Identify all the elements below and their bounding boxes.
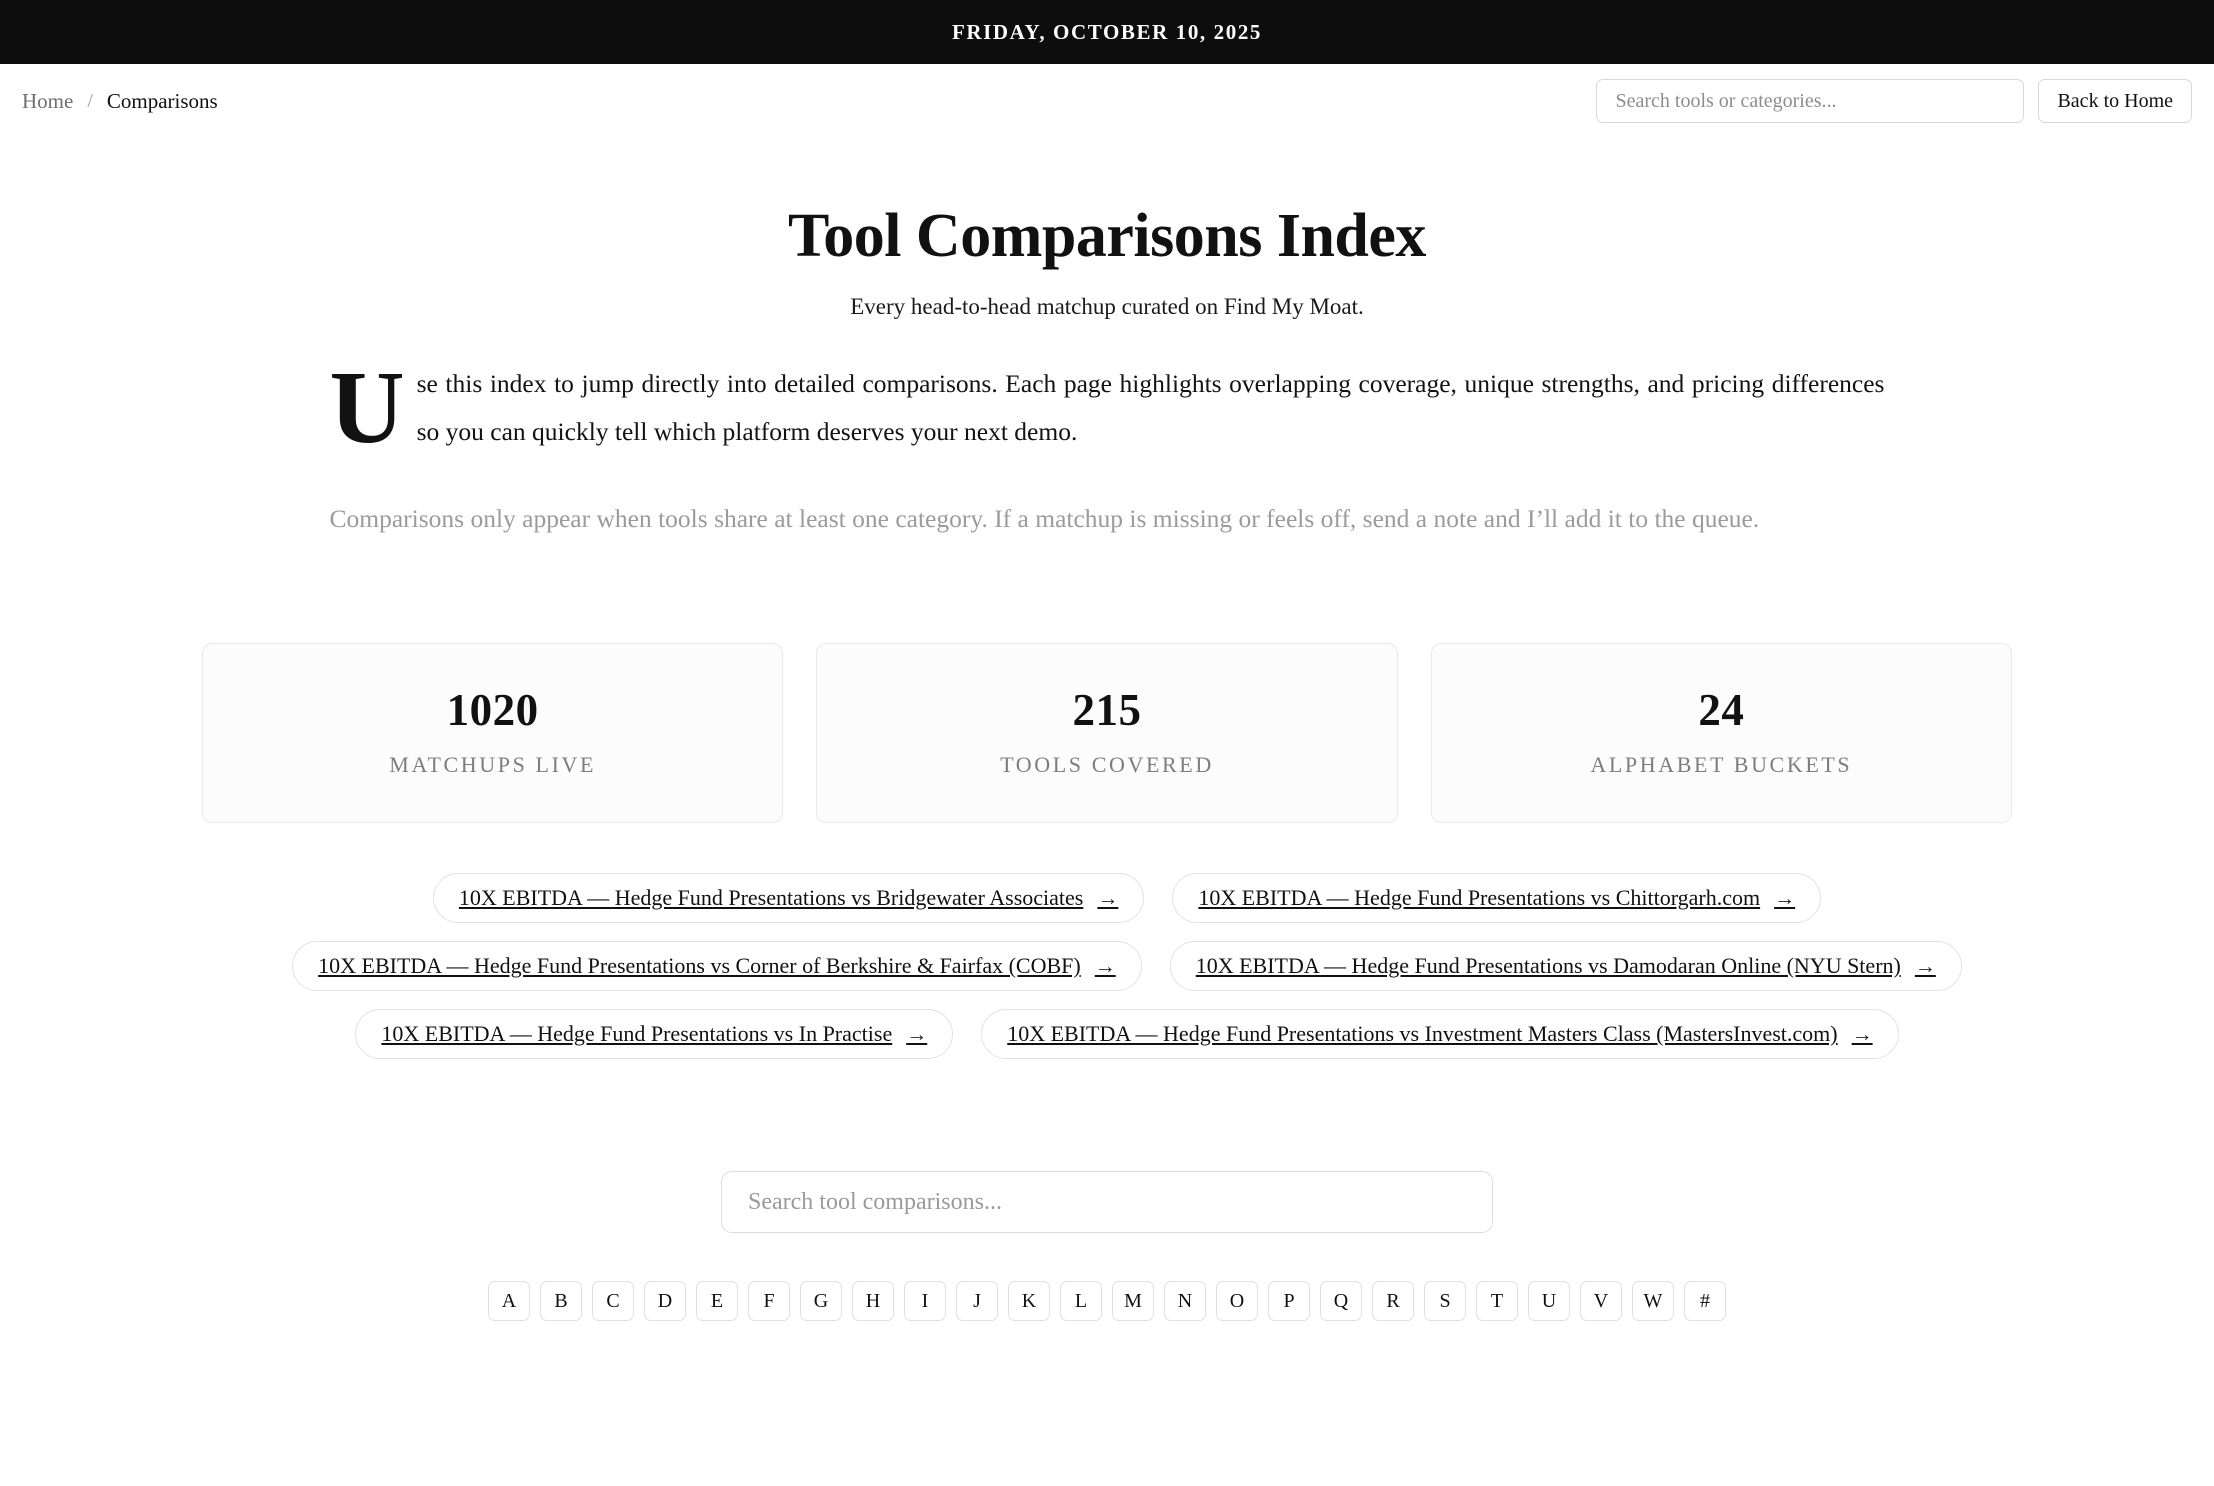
alphabet-letter[interactable]: K [1008,1281,1050,1321]
alphabet-letter[interactable]: G [800,1281,842,1321]
alphabet-letter[interactable]: T [1476,1281,1518,1321]
page-content [167,201,2047,1321]
alphabet-letter[interactable]: N [1164,1281,1206,1321]
alphabet-letter[interactable]: S [1424,1281,1466,1321]
stat-value: 1020 [446,685,539,735]
date-banner [0,0,2214,64]
alphabet-letter-hash[interactable]: # [1684,1281,1726,1321]
note-paragraph: Comparisons only appear when tools share at least one category. If a matchup is missing or feels off, send a note and I’ll add it to the queue. [329,504,1760,533]
alphabet-letter[interactable]: L [1060,1281,1102,1321]
breadcrumb [22,89,218,114]
alphabet-letter[interactable]: O [1216,1281,1258,1321]
alphabet-letter[interactable]: F [748,1281,790,1321]
alphabet-letter[interactable]: I [904,1281,946,1321]
breadcrumb-current-comparisons: Comparisons [106,88,218,113]
arrow-right-icon: → [1774,885,1796,910]
alphabet-letter[interactable]: H [852,1281,894,1321]
comparison-chip-label: 10X EBITDA — Hedge Fund Presentations vs Bridgewater Associates [458,885,1084,910]
alphabet-letter[interactable]: D [644,1281,686,1321]
alphabet-letter[interactable]: J [956,1281,998,1321]
comparison-chip[interactable] [433,873,1144,923]
comparison-chip[interactable] [1170,941,1962,991]
search-input[interactable] [1596,79,2024,123]
comparison-chip[interactable] [292,941,1142,991]
stat-card [202,643,783,823]
breadcrumb-link-home[interactable]: Home [22,88,74,113]
alphabet-letter[interactable]: W [1632,1281,1674,1321]
comparison-chip-label: 10X EBITDA — Hedge Fund Presentations vs Chittorgarh.com [1198,885,1761,910]
comparison-chip-label: 10X EBITDA — Hedge Fund Presentations vs Damodaran Online (NYU Stern) [1195,953,1901,978]
alphabet-letter[interactable]: U [1528,1281,1570,1321]
comparison-chip-label: 10X EBITDA — Hedge Fund Presentations vs Investment Masters Class (MastersInvest.com) [1007,1021,1838,1046]
stat-value: 24 [1698,685,1745,735]
alphabet-letter[interactable]: E [696,1281,738,1321]
alphabet-letter[interactable]: A [488,1281,530,1321]
stats-row [202,643,2012,823]
alphabet-filter [257,1281,1957,1321]
featured-comparison-chips [177,873,2077,1059]
alphabet-letter[interactable]: P [1268,1281,1310,1321]
stat-card [1431,643,2012,823]
stat-card [816,643,1397,823]
back-to-home-button[interactable]: Back to Home [2038,79,2192,123]
top-navigation-bar [0,64,2214,139]
page-subtitle: Every head-to-head matchup curated on Find My Moat. [850,294,1364,319]
alphabet-letter[interactable]: Q [1320,1281,1362,1321]
comparison-search-input[interactable] [721,1171,1493,1233]
topbar-actions [1596,79,2192,123]
arrow-right-icon: → [1851,1021,1873,1046]
comparison-chip[interactable] [355,1009,953,1059]
comparison-search-wrapper [721,1171,1493,1233]
alphabet-letter[interactable]: C [592,1281,634,1321]
stat-label: ALPHABET BUCKETS [1590,752,1853,777]
comparison-chip[interactable] [981,1009,1898,1059]
alphabet-letter[interactable]: R [1372,1281,1414,1321]
comparison-chip[interactable] [1172,873,1821,923]
date-text: FRIDAY, OCTOBER 10, 2025 [951,19,1263,44]
comparison-chip-label: 10X EBITDA — Hedge Fund Presentations vs In Practise [381,1021,893,1046]
alphabet-letter[interactable]: M [1112,1281,1154,1321]
arrow-right-icon: → [1914,953,1936,978]
intro-paragraph: Use this index to jump directly into detailed comparisons. Each page highlights overlapping coverage, unique strengths, and pricing differences so you can quickly tell which platform deserves your next demo. [329,350,1885,465]
alphabet-letter[interactable]: V [1580,1281,1622,1321]
stat-label: MATCHUPS LIVE [389,752,597,777]
arrow-right-icon: → [906,1021,928,1046]
alphabet-letter[interactable]: B [540,1281,582,1321]
page-title: Tool Comparisons Index [788,202,1426,270]
breadcrumb-separator: / [87,89,93,112]
comparison-chip-label: 10X EBITDA — Hedge Fund Presentations vs Corner of Berkshire & Fairfax (COBF) [318,953,1081,978]
stat-value: 215 [1072,685,1142,735]
stat-label: TOOLS COVERED [1000,752,1214,777]
arrow-right-icon: → [1094,953,1116,978]
arrow-right-icon: → [1097,885,1119,910]
